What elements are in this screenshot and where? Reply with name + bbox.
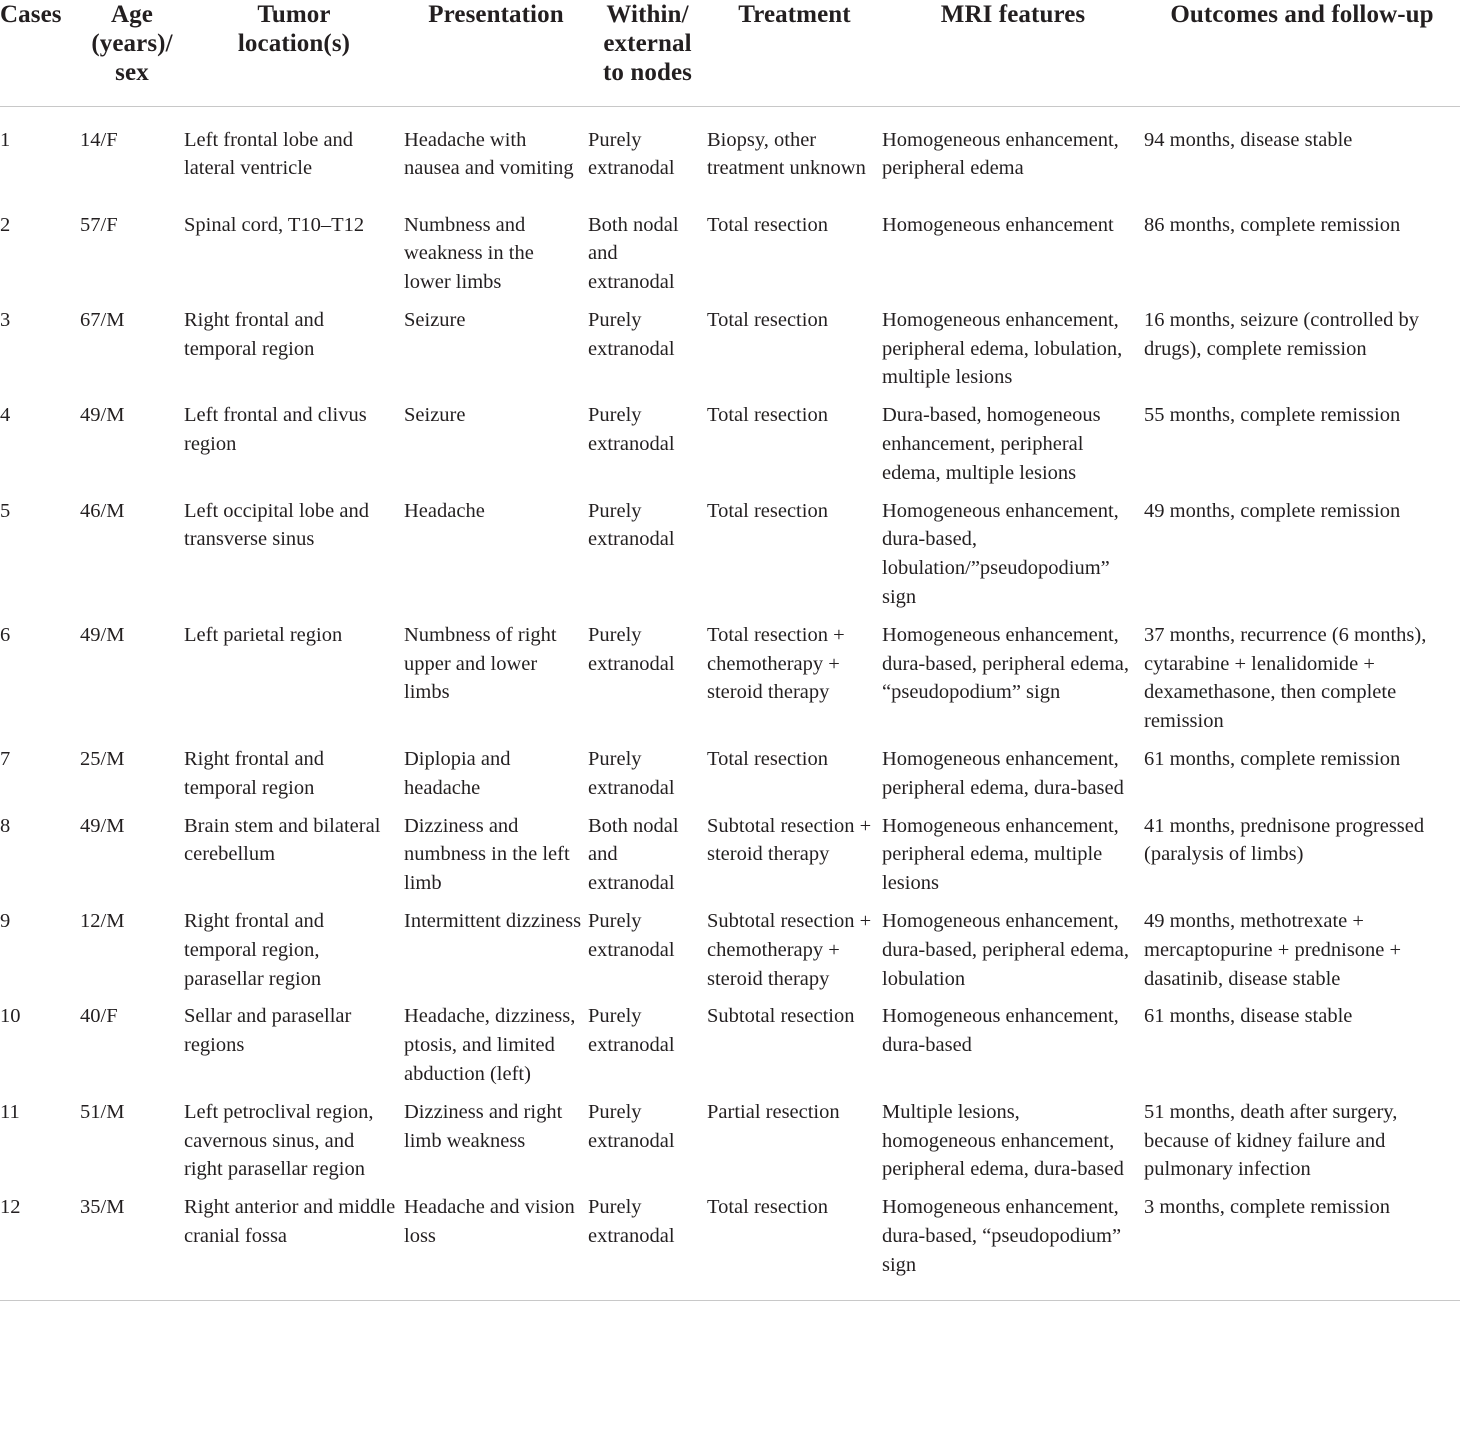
cell-text: 40/F xyxy=(80,1005,118,1028)
cell-age-sex xyxy=(80,736,184,803)
cell-outcomes-follow-up xyxy=(1144,803,1460,898)
cell-text: Total resection + chemotherapy + steroid therapy xyxy=(707,623,845,704)
cell-tumor-location xyxy=(184,1184,404,1300)
cell-text: Homogeneous enhancement, peripheral edema xyxy=(882,128,1119,180)
table-row xyxy=(0,736,1460,803)
cell-presentation xyxy=(404,392,588,487)
cell-text: Purely extranodal xyxy=(588,128,675,180)
cell-text: Total resection xyxy=(707,308,828,331)
cell-presentation xyxy=(404,1184,588,1300)
cell-text: Brain stem and bilateral cerebellum xyxy=(184,814,381,866)
cell-text: 2 xyxy=(0,213,11,236)
cell-tumor-location xyxy=(184,297,404,392)
cell-text: 51/M xyxy=(80,1100,125,1123)
cell-text: 7 xyxy=(0,748,11,771)
cell-outcomes-follow-up xyxy=(1144,202,1460,297)
cell-age-sex xyxy=(80,297,184,392)
cell-text: Left petroclival region, cavernous sinus, and right parasellar region xyxy=(184,1100,374,1181)
cell-treatment xyxy=(707,1089,882,1184)
cell-text: Headache and vision loss xyxy=(404,1196,575,1247)
cell-text: Headache, dizziness, ptosis, and limited abduction (left) xyxy=(404,1005,576,1086)
cell-text: 61 months, complete remission xyxy=(1144,748,1401,771)
cell-text: 57/F xyxy=(80,213,118,236)
table-row xyxy=(0,898,1460,993)
cell-text: 61 months, disease stable xyxy=(1144,1005,1353,1028)
cell-text: 3 months, complete remission xyxy=(1144,1196,1390,1219)
cell-text: Right frontal and temporal region, parasellar region xyxy=(184,910,325,990)
cell-text: Homogeneous enhancement, dura-based xyxy=(882,1005,1119,1057)
cell-text: 37 months, recurrence (6 months), cytarabine + lenalidomide + dexamethasone, then complete remission xyxy=(1144,623,1427,733)
cell-tumor-location xyxy=(184,106,404,202)
cell-outcomes-follow-up xyxy=(1144,993,1460,1088)
header-text: external xyxy=(603,30,692,57)
cell-text: Numbness of right upper and lower limbs xyxy=(404,623,557,704)
header-text: Treatment xyxy=(738,1,851,28)
cell-text: 9 xyxy=(0,910,11,933)
column-header-presentation xyxy=(404,0,588,106)
header-text: Presentation xyxy=(428,1,564,28)
cell-cases xyxy=(0,488,80,612)
table-row xyxy=(0,392,1460,487)
cell-text: Total resection xyxy=(707,1196,828,1219)
cell-outcomes-follow-up xyxy=(1144,106,1460,202)
cell-text: Right frontal and temporal region xyxy=(184,308,325,360)
cell-mri-features xyxy=(882,488,1144,612)
cell-text: Homogeneous enhancement, dura-based, lobulation/”pseudopodium” sign xyxy=(882,499,1119,609)
cell-cases xyxy=(0,392,80,487)
cell-age-sex xyxy=(80,1089,184,1184)
cell-text: Homogeneous enhancement, dura-based, “pseudopodium” sign xyxy=(882,1196,1122,1276)
cell-text: 41 months, prednisone progressed (paralysis of limbs) xyxy=(1144,814,1425,866)
cell-text: Both nodal and extranodal xyxy=(588,814,679,895)
cell-text: Left frontal and clivus region xyxy=(184,404,367,456)
cell-text: 4 xyxy=(0,404,11,427)
cell-text: Homogeneous enhancement, peripheral edema, dura-based xyxy=(882,748,1124,799)
cell-presentation xyxy=(404,898,588,993)
header-text: Tumor xyxy=(257,1,331,28)
cell-nodal-status xyxy=(588,803,707,898)
cell-mri-features xyxy=(882,1089,1144,1184)
table-header xyxy=(0,0,1460,106)
cell-text: Purely extranodal xyxy=(588,910,675,961)
cell-cases xyxy=(0,993,80,1088)
cell-presentation xyxy=(404,488,588,612)
cell-treatment xyxy=(707,392,882,487)
cell-nodal-status xyxy=(588,297,707,392)
cell-mri-features xyxy=(882,993,1144,1088)
cell-text: 11 xyxy=(0,1100,20,1123)
cell-text: Homogeneous enhancement xyxy=(882,213,1114,236)
table-row xyxy=(0,106,1460,202)
cell-presentation xyxy=(404,612,588,736)
cell-text: 35/M xyxy=(80,1196,125,1219)
table-row xyxy=(0,202,1460,297)
header-text: Outcomes and follow-up xyxy=(1170,1,1434,28)
cell-text: Total resection xyxy=(707,213,828,236)
cell-outcomes-follow-up xyxy=(1144,736,1460,803)
cell-text: Dizziness and right limb weakness xyxy=(404,1100,563,1152)
cell-text: Diplopia and headache xyxy=(404,748,511,799)
cell-text: Left parietal region xyxy=(184,623,343,646)
cell-text: Headache with nausea and vomiting xyxy=(404,128,574,180)
cell-treatment xyxy=(707,1184,882,1300)
cell-mri-features xyxy=(882,392,1144,487)
cell-text: Subtotal resection xyxy=(707,1005,855,1028)
header-text: MRI features xyxy=(940,1,1086,28)
cell-tumor-location xyxy=(184,803,404,898)
cell-mri-features xyxy=(882,202,1144,297)
cell-age-sex xyxy=(80,1184,184,1300)
cell-mri-features xyxy=(882,612,1144,736)
header-text: Within/ xyxy=(606,1,689,28)
cell-text: 51 months, death after surgery, because of kidney failure and pulmonary infection xyxy=(1144,1100,1398,1181)
cell-text: Homogeneous enhancement, peripheral edema, lobulation, multiple lesions xyxy=(882,308,1123,389)
cell-treatment xyxy=(707,803,882,898)
cell-presentation xyxy=(404,106,588,202)
cell-text: Total resection xyxy=(707,499,828,522)
header-text: Age xyxy=(111,1,153,28)
table-row xyxy=(0,612,1460,736)
cell-text: 49/M xyxy=(80,814,125,837)
cell-text: Dura-based, homogeneous enhancement, peripheral edema, multiple lesions xyxy=(882,404,1101,484)
cell-text: 1 xyxy=(0,128,11,151)
cell-text: Purely extranodal xyxy=(588,1100,675,1152)
cell-age-sex xyxy=(80,488,184,612)
cell-nodal-status xyxy=(588,1089,707,1184)
cell-nodal-status xyxy=(588,898,707,993)
cell-presentation xyxy=(404,297,588,392)
cell-tumor-location xyxy=(184,612,404,736)
table-body xyxy=(0,106,1460,1300)
header-text: location(s) xyxy=(237,30,351,57)
cell-mri-features xyxy=(882,297,1144,392)
cell-mri-features xyxy=(882,736,1144,803)
cell-text: 16 months, seizure (controlled by drugs), complete remission xyxy=(1144,308,1419,360)
column-header-nodal-status xyxy=(588,0,707,106)
cell-presentation xyxy=(404,1089,588,1184)
table-row xyxy=(0,488,1460,612)
cell-cases xyxy=(0,612,80,736)
cell-text: Intermittent dizziness xyxy=(404,910,582,933)
cell-cases xyxy=(0,106,80,202)
cell-tumor-location xyxy=(184,488,404,612)
cell-text: Total resection xyxy=(707,748,828,771)
header-text: to nodes xyxy=(602,59,692,86)
cell-outcomes-follow-up xyxy=(1144,297,1460,392)
cell-treatment xyxy=(707,612,882,736)
cell-mri-features xyxy=(882,898,1144,993)
column-header-mri-features xyxy=(882,0,1144,106)
cell-nodal-status xyxy=(588,1184,707,1300)
cell-outcomes-follow-up xyxy=(1144,898,1460,993)
cell-treatment xyxy=(707,736,882,803)
column-header-age-sex xyxy=(80,0,184,106)
cell-text: 12 xyxy=(0,1196,21,1219)
cell-text: 49 months, methotrexate + mercaptopurine + prednisone + dasatinib, disease stable xyxy=(1144,910,1402,990)
cell-text: Homogeneous enhancement, dura-based, peripheral edema, “pseudopodium” sign xyxy=(882,623,1130,704)
cell-text: Homogeneous enhancement, peripheral edema, multiple lesions xyxy=(882,814,1119,895)
cell-cases xyxy=(0,1184,80,1300)
cell-text: 6 xyxy=(0,623,11,646)
table-row xyxy=(0,993,1460,1088)
cell-text: Both nodal and extranodal xyxy=(588,213,679,294)
cell-text: 55 months, complete remission xyxy=(1144,404,1401,427)
cell-text: 12/M xyxy=(80,910,125,933)
cell-text: Sellar and parasellar regions xyxy=(184,1005,352,1057)
table-row xyxy=(0,1184,1460,1300)
cell-cases xyxy=(0,297,80,392)
cell-text: 86 months, complete remission xyxy=(1144,213,1401,236)
cell-tumor-location xyxy=(184,1089,404,1184)
cell-treatment xyxy=(707,106,882,202)
cell-mri-features xyxy=(882,106,1144,202)
table-row xyxy=(0,803,1460,898)
cell-text: Purely extranodal xyxy=(588,499,675,551)
cell-text: Seizure xyxy=(404,308,466,331)
cell-outcomes-follow-up xyxy=(1144,392,1460,487)
table-row xyxy=(0,1089,1460,1184)
cell-text: 94 months, disease stable xyxy=(1144,128,1353,151)
cell-tumor-location xyxy=(184,202,404,297)
cell-cases xyxy=(0,803,80,898)
cell-nodal-status xyxy=(588,612,707,736)
cell-outcomes-follow-up xyxy=(1144,612,1460,736)
cell-tumor-location xyxy=(184,736,404,803)
cell-mri-features xyxy=(882,803,1144,898)
cell-text: Dizziness and numbness in the left limb xyxy=(404,814,570,895)
cell-text: Partial resection xyxy=(707,1100,840,1123)
cell-presentation xyxy=(404,993,588,1088)
cell-treatment xyxy=(707,898,882,993)
cell-text: Multiple lesions, homogeneous enhancement, peripheral edema, dura-based xyxy=(882,1100,1124,1181)
cell-text: Homogeneous enhancement, dura-based, peripheral edema, lobulation xyxy=(882,910,1130,990)
cell-cases xyxy=(0,736,80,803)
cell-text: Subtotal resection + steroid therapy xyxy=(707,814,872,866)
cell-nodal-status xyxy=(588,106,707,202)
cell-presentation xyxy=(404,202,588,297)
cell-text: 14/F xyxy=(80,128,118,151)
cell-text: Subtotal resection + chemotherapy + steroid therapy xyxy=(707,910,872,990)
column-header-tumor-location xyxy=(184,0,404,106)
cell-treatment xyxy=(707,297,882,392)
cell-text: Total resection xyxy=(707,404,828,427)
cell-text: Purely extranodal xyxy=(588,308,675,360)
header-text: Cases xyxy=(0,1,62,28)
cell-outcomes-follow-up xyxy=(1144,1089,1460,1184)
cell-age-sex xyxy=(80,202,184,297)
cell-text: 67/M xyxy=(80,308,125,331)
cell-outcomes-follow-up xyxy=(1144,488,1460,612)
table-row xyxy=(0,297,1460,392)
cell-nodal-status xyxy=(588,993,707,1088)
cell-presentation xyxy=(404,736,588,803)
cell-text: Left frontal lobe and lateral ventricle xyxy=(184,128,354,180)
cell-age-sex xyxy=(80,993,184,1088)
cell-nodal-status xyxy=(588,488,707,612)
column-header-cases xyxy=(0,0,80,106)
cell-text: Numbness and weakness in the lower limbs xyxy=(404,213,534,294)
cell-nodal-status xyxy=(588,736,707,803)
cell-text: Seizure xyxy=(404,404,466,427)
cell-text: Purely extranodal xyxy=(588,1005,675,1057)
cell-text: 25/M xyxy=(80,748,125,771)
cell-text: Biopsy, other treatment unknown xyxy=(707,128,866,180)
cell-treatment xyxy=(707,993,882,1088)
cell-tumor-location xyxy=(184,993,404,1088)
cell-age-sex xyxy=(80,392,184,487)
cell-text: 49/M xyxy=(80,623,125,646)
cell-mri-features xyxy=(882,1184,1144,1300)
cell-nodal-status xyxy=(588,392,707,487)
cell-text: Left occipital lobe and transverse sinus xyxy=(184,499,369,551)
cell-text: Headache xyxy=(404,499,485,522)
cell-age-sex xyxy=(80,106,184,202)
cell-age-sex xyxy=(80,803,184,898)
cell-text: 5 xyxy=(0,499,11,522)
cell-text: 10 xyxy=(0,1005,21,1028)
cell-tumor-location xyxy=(184,898,404,993)
cell-text: 46/M xyxy=(80,499,125,522)
cell-age-sex xyxy=(80,612,184,736)
cell-text: 8 xyxy=(0,814,11,837)
cell-text: Right frontal and temporal region xyxy=(184,748,325,799)
cell-text: Right anterior and middle cranial fossa xyxy=(184,1196,396,1247)
cell-text: Spinal cord, T10–T12 xyxy=(184,213,365,236)
cell-text: 49 months, complete remission xyxy=(1144,499,1401,522)
column-header-outcomes-follow-up xyxy=(1144,0,1460,106)
cell-text: Purely extranodal xyxy=(588,623,675,675)
cell-age-sex xyxy=(80,898,184,993)
cell-treatment xyxy=(707,488,882,612)
header-row xyxy=(0,0,1460,106)
cell-text: Purely extranodal xyxy=(588,748,675,799)
header-text: sex xyxy=(115,59,149,86)
cell-outcomes-follow-up xyxy=(1144,1184,1460,1300)
cell-text: 49/M xyxy=(80,404,125,427)
cell-tumor-location xyxy=(184,392,404,487)
cell-treatment xyxy=(707,202,882,297)
cell-text: Purely extranodal xyxy=(588,1196,675,1247)
cell-presentation xyxy=(404,803,588,898)
cell-cases xyxy=(0,202,80,297)
column-header-treatment xyxy=(707,0,882,106)
header-text: (years)/ xyxy=(91,30,173,57)
cell-cases xyxy=(0,1089,80,1184)
cell-nodal-status xyxy=(588,202,707,297)
cell-cases xyxy=(0,898,80,993)
cell-text: Purely extranodal xyxy=(588,404,675,456)
cell-text: 3 xyxy=(0,308,11,331)
